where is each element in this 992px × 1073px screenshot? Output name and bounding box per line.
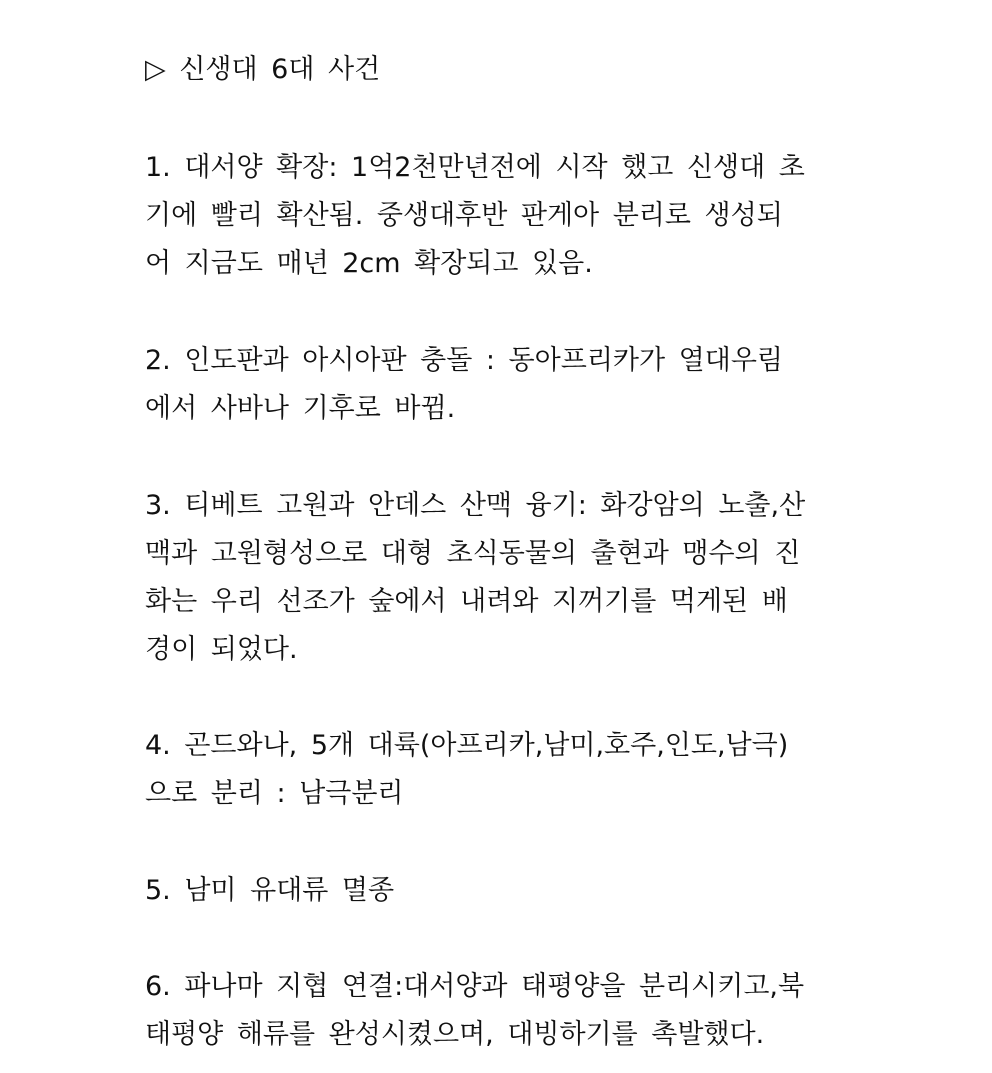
item-6-line-2: 태평양 해류를 완성시켰으며, 대빙하기를 촉발했다. [145, 1019, 765, 1050]
item-3-line-4: 경이 되었다. [145, 634, 298, 665]
item-5-line-1: 5. 남미 유대류 멸종 [145, 875, 395, 906]
item-2-line-2: 에서 사바나 기후로 바뀜. [145, 393, 456, 424]
item-3-line-1: 3. 티베트 고원과 안데스 산맥 융기: 화강암의 노출,산 [145, 490, 806, 521]
item-6-line-1: 6. 파나마 지협 연결:대서양과 태평양을 분리시키고,북 [145, 971, 805, 1002]
item-1-line-1: 1. 대서양 확장: 1억2천만년전에 시작 했고 신생대 초 [145, 152, 805, 183]
item-2-line-1: 2. 인도판과 아시아판 충돌 : 동아프리카가 열대우림 [145, 345, 783, 376]
item-3-line-2: 맥과 고원형성으로 대형 초식동물의 출현과 맹수의 진 [145, 538, 801, 569]
item-1-line-2: 기에 빨리 확산됨. 중생대후반 판게아 분리로 생성되 [145, 200, 783, 231]
item-3-line-3: 화는 우리 선조가 숲에서 내려와 지꺼기를 먹게된 배 [145, 586, 788, 617]
item-4-line-1: 4. 곤드와나, 5개 대륙(아프리카,남미,호주,인도,남극) [145, 730, 789, 761]
item-1-line-3: 어 지금도 매년 2cm 확장되고 있음. [145, 248, 593, 279]
item-4-line-2: 으로 분리 : 남극분리 [145, 778, 404, 809]
document-title: ▷ 신생대 6대 사건 [145, 54, 381, 85]
